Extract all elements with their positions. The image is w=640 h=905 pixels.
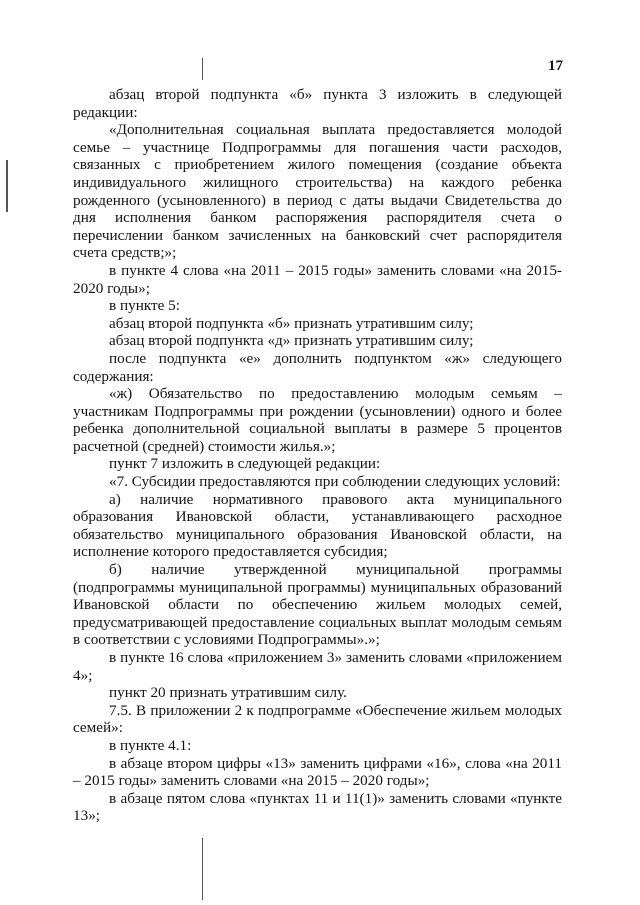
paragraph-12: б) наличие утвержденной муниципальной программы (подпрограммы муниципальной программы) муниципальных образований Ивановской области по обеспечению жильем молодых семей, предусматривающей предоставление социальных выплат молодым семьям в соответствии с условиями Подпрограммы».»; bbox=[73, 561, 562, 649]
paragraph-13: в пункте 16 слова «приложением 3» заменить словами «приложением 4»; bbox=[73, 649, 562, 684]
paragraph-3: в пункте 4 слова «на 2011 – 2015 годы» заменить словами «на 2015-2020 годы»; bbox=[73, 261, 562, 297]
paragraph-8: «ж) Обязательство по предоставлению молодым семьям – участникам Подпрограммы при рождении (усыновлении) одного и более ребенка дополнительной социальной выплаты в размере 5 процентов расчетной (средней) стоимости жилья.»; bbox=[73, 385, 562, 455]
paragraph-5: абзац второй подпункта «б» признать утратившим силу; bbox=[109, 314, 474, 332]
paragraph-9: пункт 7 изложить в следующей редакции: bbox=[109, 455, 381, 473]
page-number: 17 bbox=[548, 58, 563, 74]
paragraph-14: пункт 20 признать утратившим силу. bbox=[109, 684, 347, 702]
paragraph-17: в абзаце втором цифры «13» заменить цифрами «16», слова «на 2011 – 2015 годы» заменить словами «на 2015 – 2020 годы»; bbox=[73, 754, 562, 790]
paragraph-6: абзац второй подпункта «д» признать утратившим силу; bbox=[109, 332, 474, 350]
paragraph-10: «7. Субсидии предоставляются при соблюдении следующих условий: bbox=[109, 473, 561, 491]
paragraph-2: «Дополнительная социальная выплата предоставляется молодой семье – участнице Подпрограммы для погашения части расходов, связанных с приобретением жилого помещения (создание объекта индивидуального жилищного строительства) на каждого ребенка рожденного (усыновленного) в период с даты выдачи Свидетельства до дня исполнения банком распоряжения распорядителя счета о перечислении банком зачисленных на банковский счет распорядителя счета средств;»; bbox=[73, 121, 562, 262]
paragraph-7: после подпункта «е» дополнить подпунктом «ж» следующего содержания: bbox=[73, 349, 562, 385]
paragraph-16: в пункте 4.1: bbox=[109, 736, 192, 754]
scan-artifact-bottom bbox=[202, 838, 203, 900]
paragraph-4: в пункте 5: bbox=[109, 297, 180, 315]
paragraph-11: а) наличие нормативного правового акта муниципального образования Ивановской области, устанавливающего расходное обязательство муниципального образования Ивановской области, на исполнение которого предоставляется субсидия; bbox=[73, 490, 562, 561]
scan-artifact-left bbox=[6, 160, 8, 212]
paragraph-18: в абзаце пятом слова «пунктах 11 и 11(1)» заменить словами «пункте 13»; bbox=[73, 789, 562, 825]
paragraph-1: абзац второй подпункта «б» пункта 3 изложить в следующей редакции: bbox=[73, 86, 562, 121]
scan-artifact-top bbox=[202, 58, 203, 80]
document-body bbox=[73, 86, 562, 825]
paragraph-15: 7.5. В приложении 2 к подпрограмме «Обеспечение жильем молодых семей»: bbox=[73, 701, 562, 737]
